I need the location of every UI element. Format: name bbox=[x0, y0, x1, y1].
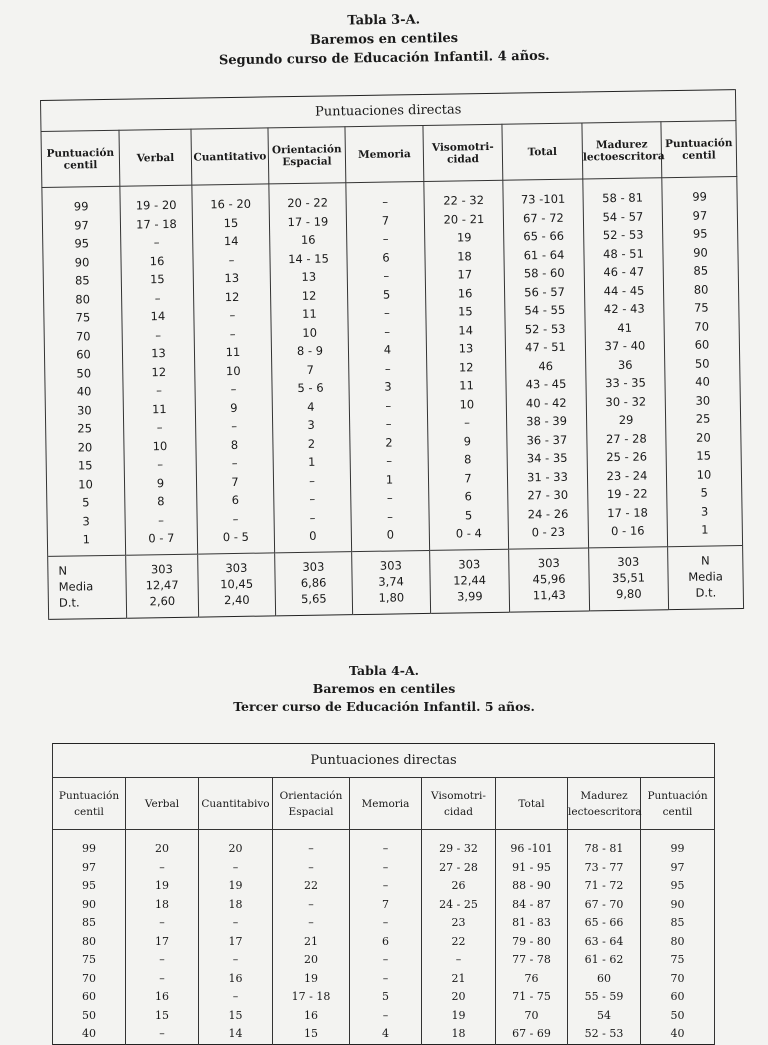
column-header: Cuantitabivo bbox=[199, 778, 273, 830]
column-values: 16 - 20 15 14 – 13 12 – – 11 10 – 9 – 8 – 7 6 – 0 - 5 bbox=[192, 184, 275, 554]
column-header: Memoria bbox=[350, 778, 422, 830]
summary-cell: N Media D.t. bbox=[668, 545, 744, 609]
column-values: 22 - 32 20 - 21 19 18 17 16 15 14 13 12 11 10 – 9 8 7 6 5 0 - 4 bbox=[424, 180, 509, 550]
caption-line: Tabla 3-A. bbox=[347, 12, 421, 29]
column-header: Madurez lectoescritora bbox=[582, 122, 662, 179]
column-values: 99 97 95 90 85 80 75 70 60 50 40 bbox=[641, 830, 715, 1045]
column-header: Verbal bbox=[126, 778, 199, 830]
column-header: Cuantitativo bbox=[191, 128, 269, 185]
column-header: Puntuación centil bbox=[53, 778, 126, 830]
column-values: 73 -101 67 - 72 65 - 66 61 - 64 58 - 60 56 - 57 54 - 55 52 - 53 47 - 51 46 43 - 45 40 - 42 38 - 39 36 - 37 34 - 35 31 - 33 27 - 30 24 - 26 0 - 23 bbox=[503, 179, 589, 549]
column-header: Verbal bbox=[119, 129, 192, 186]
caption-line: Segundo curso de Educación Infantil. 4 años. bbox=[218, 48, 550, 68]
summary-cell: 303 35,51 9,80 bbox=[589, 546, 669, 610]
column-values: 99 97 95 90 85 80 75 70 60 50 40 30 25 20 15 10 5 3 1 bbox=[662, 177, 743, 547]
summary-cell: 303 45,96 11,43 bbox=[509, 547, 590, 611]
column-header: Puntuación centil bbox=[41, 130, 120, 187]
column-values: 20 – 19 18 – 17 – – 16 15 – bbox=[126, 830, 199, 1045]
column-header: Total bbox=[502, 123, 583, 180]
column-values: 99 97 95 90 85 80 75 70 60 50 40 bbox=[53, 830, 126, 1045]
column-header: Total bbox=[496, 778, 568, 830]
column-values: 19 - 20 17 - 18 – 16 15 – 14 – 13 12 – 11 – 10 – 9 8 – 0 - 7 bbox=[120, 185, 198, 555]
column-values: 96 -101 91 - 95 88 - 90 84 - 87 81 - 83 79 - 80 77 - 78 76 71 - 75 70 67 - 69 bbox=[496, 830, 568, 1045]
column-values: 20 - 22 17 - 19 16 14 - 15 13 12 11 10 8 - 9 7 5 - 6 4 3 2 1 – – – 0 bbox=[269, 183, 352, 553]
summary-cell: 303 10,45 2,40 bbox=[198, 552, 276, 616]
column-values: – – – 7 – 6 – – 5 – 4 bbox=[350, 830, 422, 1045]
caption-line: Baremos en centiles bbox=[312, 681, 456, 697]
group-header: Puntuaciones directas bbox=[53, 744, 715, 778]
column-header: Orientación Espacial bbox=[273, 778, 350, 830]
column-values: – 7 – 6 – 5 – – 4 – 3 – – 2 – 1 – – 0 bbox=[346, 181, 430, 551]
caption-line: Tercer curso de Educación Infantil. 5 años. bbox=[233, 699, 535, 715]
caption-line: Tabla 4-A. bbox=[348, 663, 420, 678]
column-values: 58 - 81 54 - 57 52 - 53 48 - 51 46 - 47 44 - 45 42 - 43 41 37 - 40 36 33 - 35 30 - 32 29 27 - 28 25 - 26 23 - 24 19 - 22 17 - 18 0 - 16 bbox=[583, 178, 668, 548]
column-header: Memoria bbox=[345, 125, 424, 182]
column-header: Visomotri- cidad bbox=[423, 124, 503, 181]
column-header: Orientación Espacial bbox=[268, 127, 346, 184]
summary-cell: 303 12,47 2,60 bbox=[126, 554, 199, 618]
column-values: – – 22 – – 21 20 19 17 - 18 16 15 bbox=[273, 830, 350, 1045]
summary-cell: 303 3,74 1,80 bbox=[352, 550, 431, 614]
column-values: 99 97 95 90 85 80 75 70 60 50 40 30 25 20 15 10 5 3 1 bbox=[42, 186, 126, 556]
column-header: Puntuación centil bbox=[661, 121, 737, 178]
column-values: 78 - 81 73 - 77 71 - 72 67 - 70 65 - 66 63 - 64 61 - 62 60 55 - 59 54 52 - 53 bbox=[568, 830, 641, 1045]
caption-line: Baremos en centiles bbox=[309, 30, 459, 48]
column-header: Puntuación centil bbox=[641, 778, 715, 830]
summary-cell: 303 12,44 3,99 bbox=[430, 549, 510, 613]
column-values: 29 - 32 27 - 28 26 24 - 25 23 22 – 21 20 19 18 bbox=[422, 830, 496, 1045]
table-3a-caption bbox=[0, 7, 768, 74]
summary-cell: N Media D.t. bbox=[48, 555, 127, 619]
column-header: Madurez lectoescritora bbox=[568, 778, 641, 830]
table-4a bbox=[52, 743, 715, 1045]
summary-cell: 303 6,86 5,65 bbox=[275, 551, 353, 615]
table-3a bbox=[40, 89, 744, 619]
group-header: Puntuaciones directas bbox=[41, 90, 736, 132]
column-values: 20 – 19 18 – 17 – 16 – 15 14 bbox=[199, 830, 273, 1045]
column-header: Visomotri- cidad bbox=[422, 778, 496, 830]
table-4a-caption bbox=[0, 662, 768, 716]
